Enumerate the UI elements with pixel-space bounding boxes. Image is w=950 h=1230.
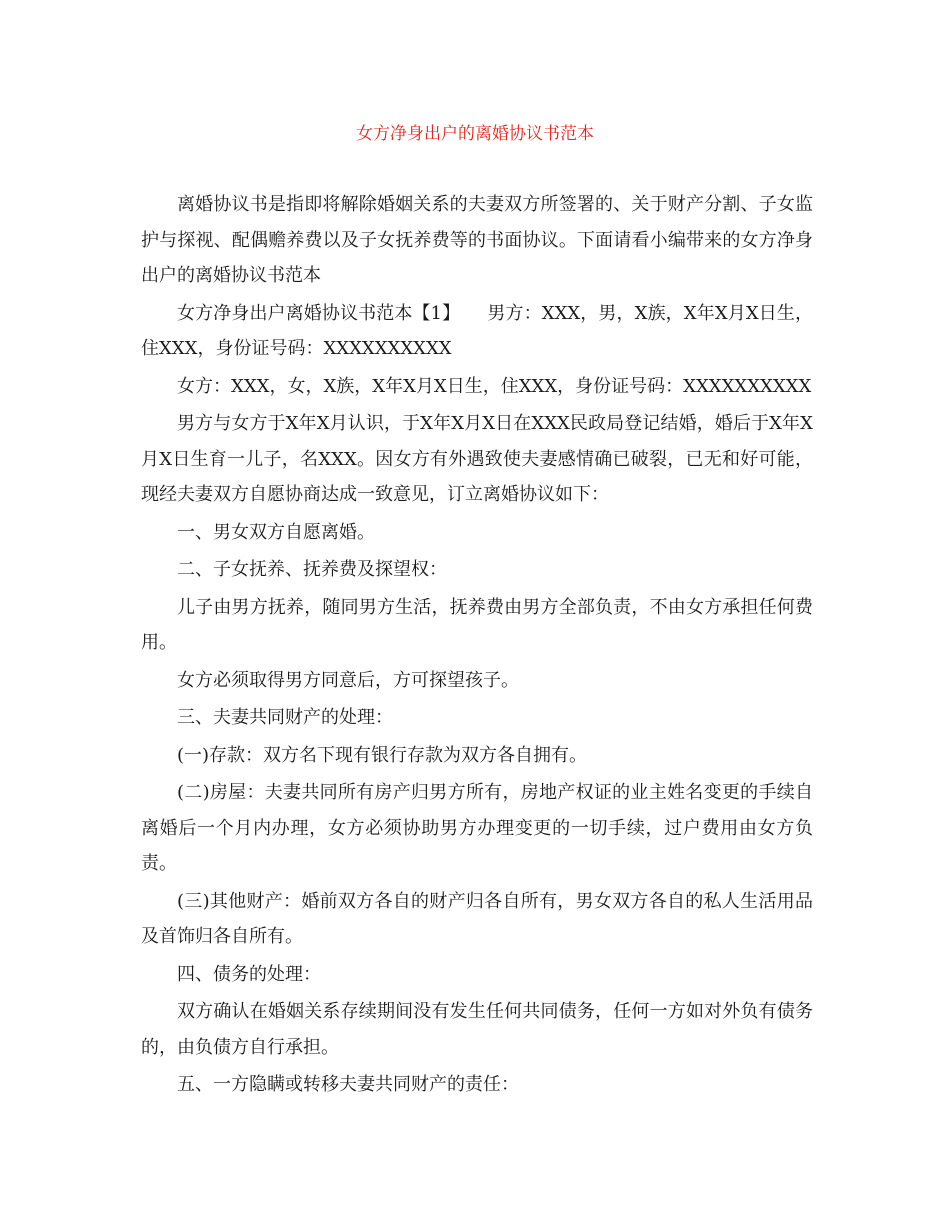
clause-2-custody: 儿子由男方抚养，随同男方生活，抚养费由男方全部负责，不由女方承担任何费用。 bbox=[141, 596, 813, 653]
clause-2-visitation: 女方必须取得男方同意后，方可探望孩子。 bbox=[177, 669, 519, 691]
paragraph-sample-heading-male-party: 女方净身出户离婚协议书范本【1】 男方：XXX，男，X族，X年X月X日生，住XXX，身份证号码：XXXXXXXXXX bbox=[141, 302, 813, 359]
clause-2-heading: 二、子女抚养、抚养费及探望权： bbox=[177, 559, 447, 580]
document-title: 女方净身出户的离婚协议书范本 bbox=[356, 124, 594, 144]
clause-3-heading: 三、夫妻共同财产的处理： bbox=[177, 707, 393, 728]
clause-3-house: (二)房屋：夫妻共同所有房产归男方所有，房地产权证的业主姓名变更的手续自离婚后一个月内办理，女方必须协助男方办理变更的一切手续，过户费用由女方负责。 bbox=[141, 782, 813, 874]
clause-3-other-property: (三)其他财产：婚前双方各自的财产归各自所有，男女双方各自的私人生活用品及首饰归各自所有。 bbox=[141, 890, 813, 947]
paragraph-background: 男方与女方于X年X月认识，于X年X月X日在XXX民政局登记结婚，婚后于X年X月X日生育一儿子，名XXX。因女方有外遇致使夫妻感情确已破裂，已无和好可能，现经夫妻双方自愿协商达成一致意见，订立离婚协议如下： bbox=[141, 413, 813, 505]
paragraph-intro: 离婚协议书是指即将解除婚姻关系的夫妻双方所签署的、关于财产分割、子女监护与探视、配偶赡养费以及子女抚养费等的书面协议。下面请看小编带来的女方净身出户的离婚协议书范本 bbox=[141, 194, 813, 286]
paragraph-female-party: 女方：XXX，女，X族，X年X月X日生，住XXX，身份证号码：XXXXXXXXXX bbox=[177, 375, 812, 397]
clause-5-heading: 五、一方隐瞒或转移夫妻共同财产的责任： bbox=[177, 1074, 519, 1095]
clause-4-debts: 双方确认在婚姻关系存续期间没有发生任何共同债务，任何一方如对外负有债务的，由负债方自行承担。 bbox=[141, 1001, 813, 1058]
clause-4-heading: 四、债务的处理： bbox=[177, 963, 321, 985]
clause-3-deposits: (一)存款：双方名下现有银行存款为双方各自拥有。 bbox=[177, 744, 588, 766]
clause-1-heading: 一、男女双方自愿离婚。 bbox=[177, 521, 375, 543]
document-body bbox=[141, 187, 813, 1105]
